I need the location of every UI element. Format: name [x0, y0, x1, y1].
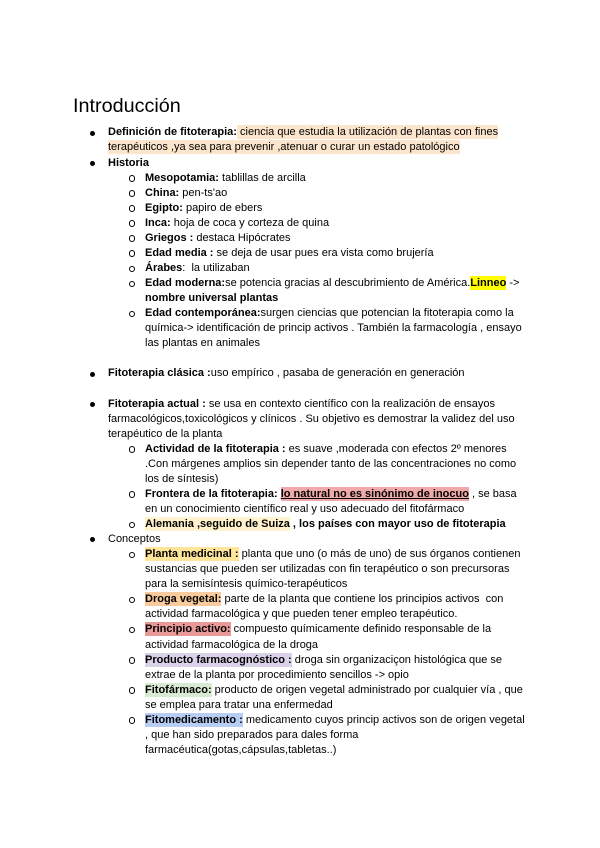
- bullet-icon: [129, 311, 135, 317]
- item-description: papiro de ebers: [182, 201, 263, 214]
- item-description: se emplea para tratar una enfermedad: [145, 698, 333, 711]
- item-description: actividad farmacológica de la droga: [145, 638, 319, 651]
- item-description: ->: [506, 277, 520, 290]
- item-continuation: [0, 668, 600, 683]
- bullet-icon: [129, 717, 135, 723]
- item-term: Producto farmacognóstico :: [145, 653, 292, 666]
- bullet-icon: [129, 281, 135, 287]
- bullet-icon: [129, 175, 135, 181]
- item-description: química-> identificación de princip activos . También la farmacología , ensayo: [145, 322, 522, 335]
- item-description: farmacológicos,toxicológicos y clínicos . Su objetivo es demostrar la validez del uso: [108, 412, 515, 425]
- bullet-icon: [129, 266, 135, 272]
- item-term: Mesopotamia:: [145, 171, 219, 184]
- historia-item-mesopotamia: [0, 171, 600, 186]
- item-continuation: [0, 457, 600, 472]
- item-continuation: [0, 291, 600, 306]
- historia-item-egipto: [0, 201, 600, 216]
- item-description: en un conocimiento científico real y uso adecuado del fitofármaco: [145, 502, 465, 515]
- item-description: actividad farmacológica y que pueden tener empleo terapéutico.: [145, 608, 458, 621]
- item-continuation: [0, 607, 600, 622]
- page-title: Introducción: [73, 94, 181, 117]
- bullet-icon: [90, 131, 95, 136]
- item-term: Edad contemporánea:: [145, 307, 261, 320]
- item-term: Actividad de la fitoterapia :: [145, 442, 286, 455]
- item-description: : la utilizaban: [182, 261, 250, 274]
- item-term: Griegos :: [145, 231, 194, 244]
- item-continuation: [0, 412, 600, 427]
- notes-list: [0, 125, 600, 758]
- blank-line: [0, 381, 600, 396]
- item-continuation: [0, 562, 600, 577]
- concepto-producto-farmacognostico: [0, 653, 600, 668]
- item-term: Planta medicinal :: [145, 548, 239, 561]
- item-continuation: [0, 698, 600, 713]
- item-description: nombre universal plantas: [145, 292, 279, 305]
- item-description: destaca Hipócrates: [193, 231, 291, 244]
- bullet-icon: [90, 161, 95, 166]
- item-description: los de síntesis): [145, 472, 219, 485]
- item-description: .Con márgenes amplios sin depender tanto de las concentraciones no como: [145, 457, 517, 470]
- bullet-icon: [129, 552, 135, 558]
- item-description: extrae de la planta por procedimiento sencillos -> opio: [145, 668, 409, 681]
- item-term: Árabes: [145, 261, 183, 274]
- historia-heading: [0, 156, 600, 171]
- bullet-icon: [129, 190, 135, 196]
- historia-item-arabes: [0, 261, 600, 276]
- item-continuation: [0, 336, 600, 351]
- item-description: , se basa: [468, 487, 517, 500]
- item-description: tablillas de arcilla: [218, 171, 306, 184]
- historia-item-griegos: [0, 231, 600, 246]
- section-heading: Historia: [108, 156, 149, 169]
- item-continuation: [0, 140, 600, 155]
- bullet-icon: [129, 627, 135, 633]
- bullet-icon: [129, 522, 135, 528]
- item-term: Definición de fitoterapia:: [108, 126, 237, 139]
- bullet-icon: [129, 491, 135, 497]
- fitoterapia-actual-item: [0, 397, 600, 412]
- item-continuation: [0, 743, 600, 758]
- highlighted-text: Alemania ,seguido de Suiza: [145, 518, 290, 531]
- definicion-item: [0, 125, 600, 140]
- historia-item-edad-contemporanea: [0, 306, 600, 321]
- item-description: parte de la planta que contiene los principios activos con: [221, 593, 504, 606]
- conceptos-heading: [0, 532, 600, 547]
- item-term: Frontera de la fitoterapia:: [145, 487, 281, 500]
- item-description: se deja de usar pues era vista como brujería: [213, 246, 434, 259]
- frontera-fitoterapia-item: [0, 487, 600, 502]
- bullet-icon: [90, 537, 95, 542]
- item-description: compuesto químicamente definido responsable de la: [230, 623, 492, 636]
- item-continuation: [0, 321, 600, 336]
- bullet-icon: [90, 372, 95, 377]
- item-continuation: [0, 472, 600, 487]
- item-description: planta que uno (o más de uno) de sus órganos contienen: [238, 548, 521, 561]
- item-term: Fitoterapia clásica :: [108, 367, 211, 380]
- bullet-icon: [129, 220, 135, 226]
- historia-item-inca: [0, 216, 600, 231]
- item-continuation: [0, 577, 600, 592]
- item-description: uso empírico , pasaba de generación en generación: [210, 367, 465, 380]
- concepto-planta-medicinal: [0, 547, 600, 562]
- item-term: Fitofármaco:: [145, 683, 212, 696]
- historia-item-edad-media: [0, 246, 600, 261]
- actividad-fitoterapia-item: [0, 442, 600, 457]
- item-term: Principio activo:: [145, 623, 231, 636]
- blank-line: [0, 351, 600, 366]
- historia-item-edad-moderna: [0, 276, 600, 291]
- bullet-icon: [129, 446, 135, 452]
- item-term: Inca:: [145, 216, 171, 229]
- item-description: producto de origen vegetal administrado por cualquier vía , que: [211, 683, 523, 696]
- item-term: Edad media :: [145, 246, 214, 259]
- highlighted-text: Linneo: [470, 277, 507, 290]
- item-description: hoja de coca y corteza de quina: [170, 216, 330, 229]
- bullet-icon: [129, 205, 135, 211]
- item-description: pen-ts'ao: [179, 186, 228, 199]
- historia-item-china: [0, 186, 600, 201]
- section-heading: Conceptos: [108, 533, 161, 546]
- item-description: sustancias que pueden ser utilizadas con fin terapéutico o son precursoras: [145, 563, 510, 576]
- item-term: China:: [145, 186, 180, 199]
- item-term: Edad moderna:: [145, 277, 226, 290]
- concepto-principio-activo: [0, 622, 600, 637]
- concepto-fitofarmaco: [0, 683, 600, 698]
- bullet-icon: [129, 597, 135, 603]
- bullet-icon: [129, 657, 135, 663]
- item-description: para la semisíntesis químico-terapéuticos: [145, 578, 348, 591]
- item-description: medicamento cuyos princip activos son de origen vegetal: [242, 713, 525, 726]
- bullet-icon: [129, 687, 135, 693]
- bullet-icon: [129, 235, 135, 241]
- item-term: Fitoterapia actual :: [108, 397, 206, 410]
- item-description: surgen ciencias que potencian la fitoterapia como la: [260, 307, 514, 320]
- item-continuation: [0, 728, 600, 743]
- fitoterapia-clasica-item: [0, 366, 600, 381]
- item-continuation: [0, 638, 600, 653]
- item-description: terapéuticos ,ya sea para prevenir ,atenuar o curar un estado patológico: [108, 141, 460, 154]
- item-description: , los países con mayor uso de fitoterapia: [289, 518, 506, 531]
- item-description: terapéutico de la planta: [108, 427, 223, 440]
- paises-item: [0, 517, 600, 532]
- bullet-icon: [129, 250, 135, 256]
- bullet-icon: [90, 402, 95, 407]
- item-description: droga sin organizaciçon histológica que se: [291, 653, 503, 666]
- item-continuation: [0, 427, 600, 442]
- item-description: ciencia que estudia la utilización de plantas con fines: [236, 126, 499, 139]
- concepto-fitomedicamento: [0, 713, 600, 728]
- item-description: se potencia gracias al descubrimiento de América.: [225, 277, 471, 290]
- item-term: Egipto:: [145, 201, 183, 214]
- item-description: es suave ,moderada con efectos 2º menores: [285, 442, 507, 455]
- item-description: las plantas en animales: [145, 337, 260, 350]
- item-description: farmacéutica(gotas,cápsulas,tabletas..): [145, 743, 337, 756]
- concepto-droga-vegetal: [0, 592, 600, 607]
- item-term: Droga vegetal:: [145, 593, 222, 606]
- item-term: Fitomedicamento :: [145, 713, 243, 726]
- item-description: se usa en contexto científico con la realización de ensayos: [205, 397, 496, 410]
- highlighted-text: lo natural no es sinónimo de inocuo: [280, 487, 469, 500]
- item-description: , que han sido preparados para dales forma: [145, 728, 359, 741]
- item-continuation: [0, 502, 600, 517]
